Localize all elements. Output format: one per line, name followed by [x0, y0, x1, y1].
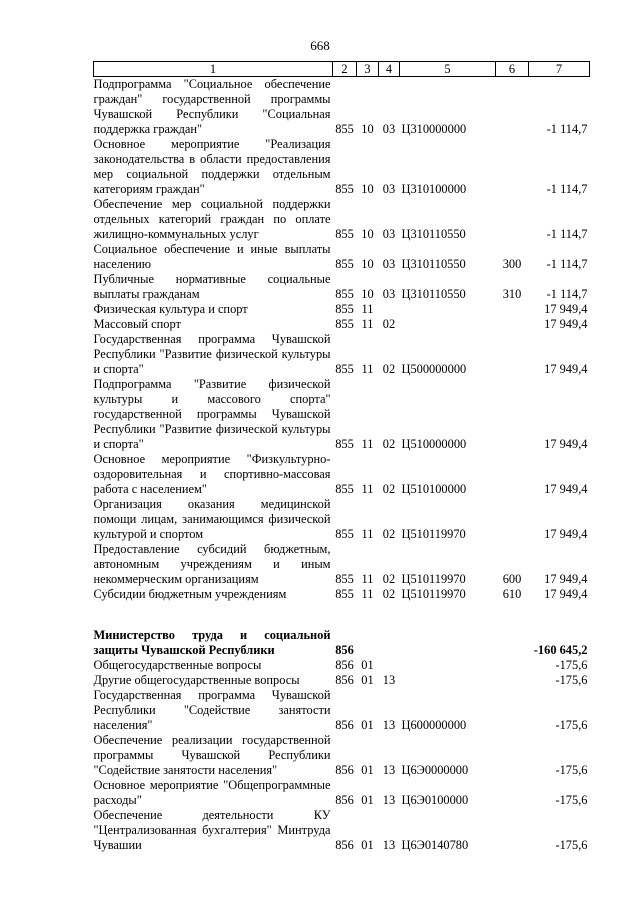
row-subsection: [379, 302, 400, 317]
row-admin: 856: [335, 643, 354, 657]
row-subsection: 13: [382, 838, 396, 852]
row-target: Ц510119970: [401, 587, 466, 601]
row-amount: -1 114,7: [546, 122, 588, 136]
row-target: Ц310110550: [401, 257, 466, 271]
row-section: 11: [361, 302, 374, 316]
row-section: 11: [361, 527, 374, 541]
row-target: [400, 673, 496, 688]
row-expense-type: [496, 317, 529, 332]
row-expense-type: [496, 197, 529, 242]
row-name: Массовый спорт: [93, 317, 181, 331]
row-amount: 17 949,4: [544, 587, 588, 601]
row-amount: -175,6: [555, 763, 588, 777]
table-row: [94, 778, 590, 808]
col-header-1: 1: [94, 62, 333, 77]
row-amount: -175,6: [555, 793, 588, 807]
row-expense-type: [496, 733, 529, 778]
row-section: 01: [361, 793, 374, 807]
row-name: Субсидии бюджетным учреждениям: [93, 587, 287, 601]
row-target: Ц510100000: [401, 482, 467, 496]
row-subsection: 02: [382, 587, 396, 601]
row-admin: 855: [335, 257, 354, 271]
row-admin: 855: [335, 482, 354, 496]
row-subsection: [379, 658, 400, 673]
table-row: [94, 688, 590, 733]
row-admin: 855: [335, 437, 354, 451]
row-amount: 17 949,4: [544, 572, 588, 586]
col-header-7: 7: [529, 62, 590, 77]
table-row: [94, 77, 590, 138]
table-row: [94, 673, 590, 688]
row-amount: 17 949,4: [544, 317, 588, 331]
row-target: Ц310110550: [401, 287, 466, 301]
row-expense-type: [496, 332, 529, 377]
row-target: Ц510119970: [401, 527, 466, 541]
row-admin: 856: [335, 673, 354, 687]
page-number: 668: [310, 38, 330, 53]
table-row: [94, 542, 590, 587]
row-target: [400, 302, 496, 317]
row-section: 10: [361, 122, 374, 136]
table-row: [94, 733, 590, 778]
row-section: 01: [361, 718, 374, 732]
row-admin: 856: [335, 838, 354, 852]
row-target: Ц510119970: [401, 572, 466, 586]
row-section: 11: [361, 362, 374, 376]
row-target: Ц600000000: [401, 718, 467, 732]
row-subsection: 02: [382, 317, 396, 331]
table-row: [94, 242, 590, 272]
row-amount: -175,6: [555, 718, 588, 732]
row-admin: 856: [335, 718, 354, 732]
spacer-row: [94, 602, 590, 628]
row-section: 11: [361, 482, 374, 496]
row-admin: 855: [335, 122, 354, 136]
row-subsection: 03: [382, 182, 396, 196]
col-header-3: 3: [357, 62, 379, 77]
row-section: 11: [361, 317, 374, 331]
row-expense-type: [496, 452, 529, 497]
row-section: 10: [361, 182, 374, 196]
table-row: [94, 137, 590, 197]
table-row: [94, 377, 590, 452]
row-admin: 855: [335, 587, 354, 601]
row-name: Организация оказания медицинской помощи лицам, занимающимся физической культурой и спортом: [93, 497, 331, 541]
row-subsection: 02: [382, 437, 396, 451]
table-row: [94, 272, 590, 302]
row-amount: 17 949,4: [544, 437, 588, 451]
row-name: Обеспечение реализации государственной программы Чувашской Республики "Содействие занятости населения": [93, 733, 331, 777]
row-amount: 17 949,4: [544, 527, 588, 541]
row-expense-type: [496, 137, 529, 197]
row-admin: 855: [335, 572, 354, 586]
row-name: Подпрограмма "Развитие физической культуры и массового спорта" государственной программы Чувашской Республики "Развитие физической культуры и спорта": [93, 377, 331, 451]
row-section: 01: [361, 763, 374, 777]
table-row: [94, 808, 590, 853]
row-subsection: 02: [382, 572, 396, 586]
table-row: [94, 197, 590, 242]
row-target: Ц310110550: [401, 227, 466, 241]
row-name: Основное мероприятие "Реализация законодательства в области предоставления мер социальной поддержки отдельным категориям граждан": [93, 137, 331, 196]
row-target: Ц6Э0100000: [401, 793, 469, 807]
row-expense-type: 610: [502, 587, 522, 601]
row-admin: 856: [335, 793, 354, 807]
row-name: Другие общегосударственные вопросы: [93, 673, 300, 687]
row-expense-type: 310: [502, 287, 522, 301]
row-expense-type: [496, 673, 529, 688]
row-admin: 856: [335, 763, 354, 777]
row-expense-type: [496, 688, 529, 733]
spacer-cell: [94, 602, 590, 628]
row-subsection: 02: [382, 482, 396, 496]
row-subsection: 03: [382, 122, 396, 136]
row-amount: 17 949,4: [544, 362, 588, 376]
row-name: Обеспечение деятельности КУ "Централизованная бухгалтерия" Минтруда Чувашии: [93, 808, 331, 852]
row-expense-type: [496, 77, 529, 138]
table-row: [94, 628, 590, 658]
row-amount: -175,6: [555, 658, 588, 672]
row-target: Ц310100000: [401, 182, 467, 196]
row-amount: 17 949,4: [544, 302, 588, 316]
row-target: Ц6Э0140780: [401, 838, 469, 852]
row-subsection: 02: [382, 527, 396, 541]
row-subsection: 02: [382, 362, 396, 376]
row-name: Социальное обеспечение и иные выплаты населению: [93, 242, 331, 271]
row-amount: -175,6: [555, 838, 588, 852]
row-admin: 855: [335, 182, 354, 196]
row-admin: 855: [335, 227, 354, 241]
row-expense-type: [496, 658, 529, 673]
table-row: [94, 332, 590, 377]
row-admin: 855: [335, 302, 354, 316]
row-name: Государственная программа Чувашской Республики "Развитие физической культуры и спорта": [93, 332, 331, 376]
row-amount: 17 949,4: [544, 482, 588, 496]
budget-table: [93, 61, 590, 853]
row-name: Государственная программа Чувашской Республики "Содействие занятости населения": [93, 688, 331, 732]
row-section: 10: [361, 227, 374, 241]
row-admin: 855: [335, 362, 354, 376]
row-admin: 855: [335, 287, 354, 301]
table-row: [94, 302, 590, 317]
row-section: 01: [361, 673, 374, 687]
row-amount: -1 114,7: [546, 227, 588, 241]
row-section: [357, 628, 379, 658]
row-section: 11: [361, 437, 374, 451]
row-subsection: 03: [382, 227, 396, 241]
row-expense-type: [496, 778, 529, 808]
row-amount: -175,6: [555, 673, 588, 687]
col-header-5: 5: [400, 62, 496, 77]
col-header-4: 4: [379, 62, 400, 77]
row-target: Ц6Э0000000: [401, 763, 469, 777]
row-target: Ц310000000: [401, 122, 467, 136]
col-header-6: 6: [496, 62, 529, 77]
row-name: Предоставление субсидий бюджетным, автономным учреждениям и иным некоммерческим организациям: [93, 542, 331, 586]
row-subsection: 13: [382, 793, 396, 807]
row-section: 01: [361, 658, 374, 672]
table-row: [94, 497, 590, 542]
table-row: [94, 317, 590, 332]
row-amount: -160 645,2: [533, 643, 588, 657]
row-amount: -1 114,7: [546, 257, 588, 271]
row-name: Министерство труда и социальной защиты Чувашской Республики: [93, 628, 331, 657]
col-header-2: 2: [333, 62, 357, 77]
row-amount: -1 114,7: [546, 287, 588, 301]
table-row: [94, 587, 590, 602]
row-admin: 856: [335, 658, 354, 672]
row-expense-type: [496, 377, 529, 452]
row-subsection: [379, 628, 400, 658]
row-name: Обеспечение мер социальной поддержки отдельных категорий граждан по оплате жилищно-коммунальных услуг: [93, 197, 331, 241]
row-expense-type: [496, 628, 529, 658]
row-target: Ц510000000: [401, 437, 467, 451]
table-row: [94, 658, 590, 673]
row-section: 11: [361, 572, 374, 586]
row-name: Основное мероприятие "Физкультурно-оздоровительная и спортивно-массовая работа с населением": [93, 452, 331, 496]
row-subsection: 13: [382, 763, 396, 777]
row-subsection: 13: [382, 718, 396, 732]
row-section: 11: [361, 587, 374, 601]
row-expense-type: 300: [502, 257, 522, 271]
row-section: 10: [361, 287, 374, 301]
row-subsection: 13: [382, 673, 396, 687]
row-target: [400, 658, 496, 673]
row-expense-type: [496, 302, 529, 317]
row-name: Общегосударственные вопросы: [93, 658, 262, 672]
row-admin: 855: [335, 317, 354, 331]
table-row: [94, 452, 590, 497]
row-target: [400, 628, 496, 658]
header-row: [94, 62, 590, 77]
row-amount: -1 114,7: [546, 182, 588, 196]
row-target: [400, 317, 496, 332]
row-section: 10: [361, 257, 374, 271]
row-subsection: 03: [382, 287, 396, 301]
row-target: Ц500000000: [401, 362, 467, 376]
row-admin: 855: [335, 527, 354, 541]
row-expense-type: 600: [502, 572, 522, 586]
row-expense-type: [496, 497, 529, 542]
row-name: Подпрограмма "Социальное обеспечение граждан" государственной программы Чувашской Республики "Социальная поддержка граждан": [93, 77, 331, 136]
row-section: 01: [361, 838, 374, 852]
row-name: Физическая культура и спорт: [93, 302, 248, 316]
row-name: Публичные нормативные социальные выплаты гражданам: [93, 272, 331, 301]
row-expense-type: [496, 808, 529, 853]
row-subsection: 03: [382, 257, 396, 271]
row-name: Основное мероприятие "Общепрограммные расходы": [93, 778, 331, 807]
